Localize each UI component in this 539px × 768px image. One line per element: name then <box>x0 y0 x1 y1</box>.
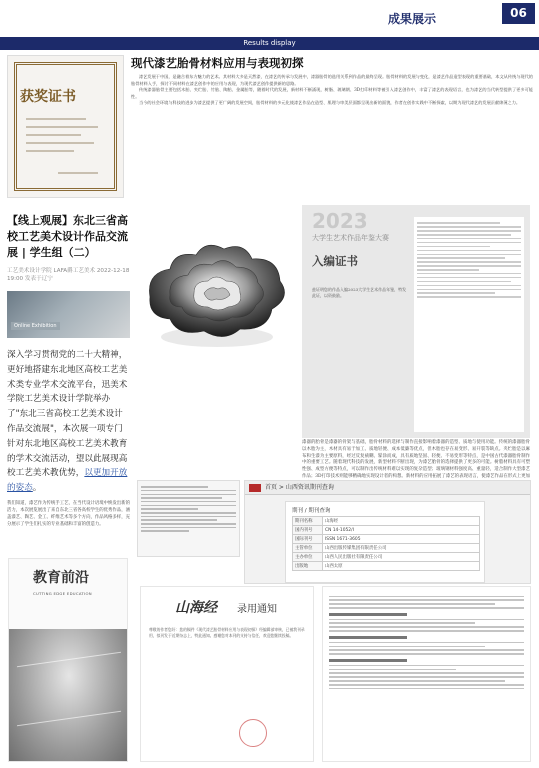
notice-heading: 录用通知 <box>237 604 277 615</box>
yearbook-page-line <box>417 269 479 271</box>
journal-info-title: 期刊 / 期刊查询 <box>292 508 331 514</box>
contents-line <box>329 684 524 685</box>
contents-line <box>329 649 524 650</box>
certificate-text-line <box>26 142 94 144</box>
table-value: 山海经 <box>323 517 480 526</box>
yearbook-label: 入编证书 <box>312 254 358 268</box>
yearbook-text: 兹证明您的作品入编2023大学生艺术作品年鉴，特发此证，以资鼓励。 <box>312 287 407 299</box>
contents-line <box>329 646 485 647</box>
wechat-post-link[interactable]: 以更加开放的姿态 <box>7 468 128 494</box>
table-of-contents-image <box>322 586 531 762</box>
table-row <box>293 535 480 544</box>
contents-heading-bar <box>329 636 407 639</box>
contents-line <box>329 642 524 643</box>
notice-body-text: 尊敬的作者您好：您的稿件《现代漆艺胎骨材料应用与表现初探》经编辑部审核，已被我刊录用，拟刊发于近期杂志上，特此通知。感谢您对本刊的支持与信任，欢迎您继续投稿。 <box>149 627 305 638</box>
table-row <box>293 544 480 553</box>
document-line <box>141 516 236 518</box>
contents-line <box>329 676 524 677</box>
yearbook-page-line <box>417 238 521 240</box>
table-key: 国际刊号 <box>293 535 323 544</box>
contents-line <box>329 688 524 689</box>
contents-line <box>329 603 495 604</box>
document-line <box>141 512 236 514</box>
contents-line <box>329 630 524 631</box>
certificate-text-line <box>26 134 81 136</box>
yearbook-subtitle: 大学生艺术作品年鉴大赛 <box>312 234 389 242</box>
table-row <box>293 553 480 562</box>
wechat-post-small-text: 我们知道，漆艺作为传统手工艺，在当代设计语境中焕发出新的活力，本次展览展出了来自东北三省各高校学生的优秀作品，涵盖漆艺、陶艺、金工、纤维艺术等多个方向，作品风格多样，充分展示了学生们扎实的专业基础和丰富的创造力。 <box>7 500 130 527</box>
document-line <box>141 530 189 532</box>
article-paragraph: 传统漆器胎骨主要包括木胎、夹纻胎、竹胎、陶胎、金属胎等，随着时代的发展，新材料不断涌现，树脂、玻璃钢、3D打印材料等被引入漆艺创作中，丰富了漆艺的表现语言，也为漆艺的当代转型提供了更多可能性。 <box>131 87 533 99</box>
journal-cover-photo <box>9 629 128 762</box>
yearbook-page-line <box>417 242 521 244</box>
table-key: 国内刊号 <box>293 526 323 535</box>
contents-line <box>329 607 524 608</box>
table-value: 山西太原 <box>323 562 480 571</box>
wechat-post-body-text: 深入学习贯彻党的二十大精神，更好地搭建东北地区高校工艺美术类专业学术交流平台，迅美术学院工艺美术设计学院举办了"东北三省高校工艺美术设计作品交流展"，本次展一项专门针对东北地区高校工艺美术教育的学术交流活动，望以此展现高校工艺美术教优势， <box>7 350 128 479</box>
yearbook-page-line <box>417 226 521 228</box>
table-value: 山西出版传媒集团有限责任公司 <box>323 544 480 553</box>
table-row <box>293 517 480 526</box>
yearbook-page-line <box>417 250 521 252</box>
document-line <box>141 519 217 521</box>
contents-line <box>329 680 505 681</box>
document-line <box>141 497 222 499</box>
contents-line <box>329 672 524 673</box>
table-key: 主办单位 <box>293 553 323 562</box>
yearbook-page-line <box>417 234 511 236</box>
cover-photo-lines <box>17 652 121 727</box>
document-line <box>141 494 236 496</box>
wechat-post-body <box>7 348 130 496</box>
yearbook-page <box>414 217 524 432</box>
yearbook-page-line <box>417 261 521 263</box>
certificate-text-line <box>26 126 98 128</box>
table-row <box>293 526 480 535</box>
document-line <box>141 490 236 492</box>
page-number: 06 <box>502 3 535 24</box>
yearbook-page-line <box>417 285 521 287</box>
yearbook-page-line <box>417 222 500 224</box>
contents-heading-bar <box>329 659 407 662</box>
wechat-post-image-caption: Online Exhibition <box>11 322 60 330</box>
article-paragraph: 漆艺发展于中国，是融合着东方魅力的艺术。其材料大多是天然漆，在漆艺的传承与发展中，漆器胎骨的选用关系到作品的最终呈现。胎骨材料的发展与变化，是漆艺作品造型表现的重要基础，本文从传统与现代的胎骨材料入手，探讨不同材料在漆艺创作中的应用与表现，为现代漆艺创作提供新的思路。 <box>131 74 533 86</box>
contents-line <box>329 596 524 597</box>
article-column-text: 漆器的胎骨是漆器的骨架与基础，胎骨材料的选择与制作直接影响着漆器的造型、质地与使用功能。传统的漆器胎骨以木胎为主，木材具有易于加工、质地轻便、成本低廉等优点，但木胎也存在易变形、易开裂等缺点。夹纻胎是以麻布和生漆为主要原料，经过反复裱糊、髹涂而成，具有质地坚固、轻便、不易变形等特点，是中国古代漆器胎骨制作中的重要工艺。随着现代科技的发展，新型材料不断出现，为漆艺胎骨的选择提供了更多的可能。树脂材料具有可塑性强、成型方便等特点，可以制作出传统材料难以实现的复杂造型；玻璃钢材料强度高、重量轻，适合制作大型漆艺作品；3D打印技术则能够精确地实现设计者的构想。新材料的应用拓展了漆艺的表现语言，使漆艺作品在形式上更加 <box>302 440 530 479</box>
yearbook-page-line <box>417 296 521 298</box>
journal-site-breadcrumb: 首页 > 山西资讯期刊查询 <box>245 481 530 495</box>
yearbook-page-line <box>417 273 521 275</box>
yearbook-page-line <box>417 292 495 294</box>
table-key: 主管单位 <box>293 544 323 553</box>
wechat-post-title: 【线上观展】东北三省高校工艺美术设计作品交流展 | 学生组（二） <box>7 214 128 259</box>
document-line <box>141 523 236 525</box>
yearbook-page-line <box>417 281 511 283</box>
table-row <box>293 562 480 571</box>
wechat-post-body-text-end: 。 <box>32 483 42 494</box>
award-certificate-image <box>7 55 124 198</box>
contents-heading-bar <box>329 613 407 616</box>
certificate-text-line <box>26 150 74 152</box>
yearbook-year: 2023 <box>312 209 368 233</box>
notice-seal-icon <box>239 719 267 747</box>
journal-cover-image <box>8 558 128 762</box>
yearbook-page-line <box>417 277 521 279</box>
contents-line <box>329 619 524 620</box>
table-value: CN 14-1052/I <box>323 526 480 535</box>
contents-line <box>329 626 524 627</box>
journal-site-logo <box>249 484 261 492</box>
document-line <box>141 527 236 529</box>
certificate-text-line <box>26 118 86 120</box>
table-value: 山西人民出版社有限责任公司 <box>323 553 480 562</box>
document-line <box>141 508 198 510</box>
yearbook-page-line <box>417 257 505 259</box>
wechat-post-cover-image <box>7 291 130 338</box>
article-title: 现代漆艺胎骨材料应用与表现初探 <box>131 56 304 70</box>
notice-journal-logo: 山海经 <box>175 600 217 616</box>
certificate-title: 获奖证书 <box>20 89 76 105</box>
article-paragraph: 当今的社会环境与科技的进步为漆艺提供了更广阔的发展空间，胎骨材料的多元化使漆艺作品在造型、肌理与审美层面都呈现出新的面貌，作者在创作实践中不断探索，以期为现代漆艺的发展贡献绵薄之力。 <box>139 100 521 106</box>
wechat-post-meta: 工艺美术设计学院 LAFA爵工艺美术 2022-12-18 19:00 发表于辽宁 <box>7 268 130 282</box>
table-key: 出版地 <box>293 562 323 571</box>
document-line <box>141 501 236 503</box>
contents-line <box>329 669 456 670</box>
lacquer-flower-artwork <box>140 219 294 363</box>
yearbook-page-line <box>417 254 521 256</box>
certificate-signature-line <box>58 172 98 174</box>
table-value: ISSN 1671-3605 <box>323 535 480 544</box>
contents-line <box>329 622 475 623</box>
yearbook-page-line <box>417 246 490 248</box>
journal-cover-title: 教育前沿 <box>33 570 89 586</box>
contents-line <box>329 653 524 654</box>
table-key: 期刊名称 <box>293 517 323 526</box>
journal-cover-subtitle: CUTTING EDGE EDUCATION <box>33 591 92 596</box>
yearbook-certificate-image <box>302 205 530 438</box>
contents-line <box>329 599 524 600</box>
contents-line <box>329 665 524 666</box>
yearbook-page-line <box>417 289 521 291</box>
section-banner: Results display <box>0 37 539 50</box>
document-line <box>141 486 208 488</box>
yearbook-page-line <box>417 230 521 232</box>
acceptance-notice-image <box>140 586 314 762</box>
main-article <box>131 55 533 107</box>
journal-info-card <box>285 501 485 583</box>
section-title: 成果展示 <box>388 12 437 26</box>
journal-info-table <box>292 516 480 571</box>
yearbook-page-line <box>417 265 521 267</box>
journal-info-screenshot <box>244 480 531 584</box>
document-line <box>141 505 236 507</box>
document-thumbnail <box>137 480 240 557</box>
